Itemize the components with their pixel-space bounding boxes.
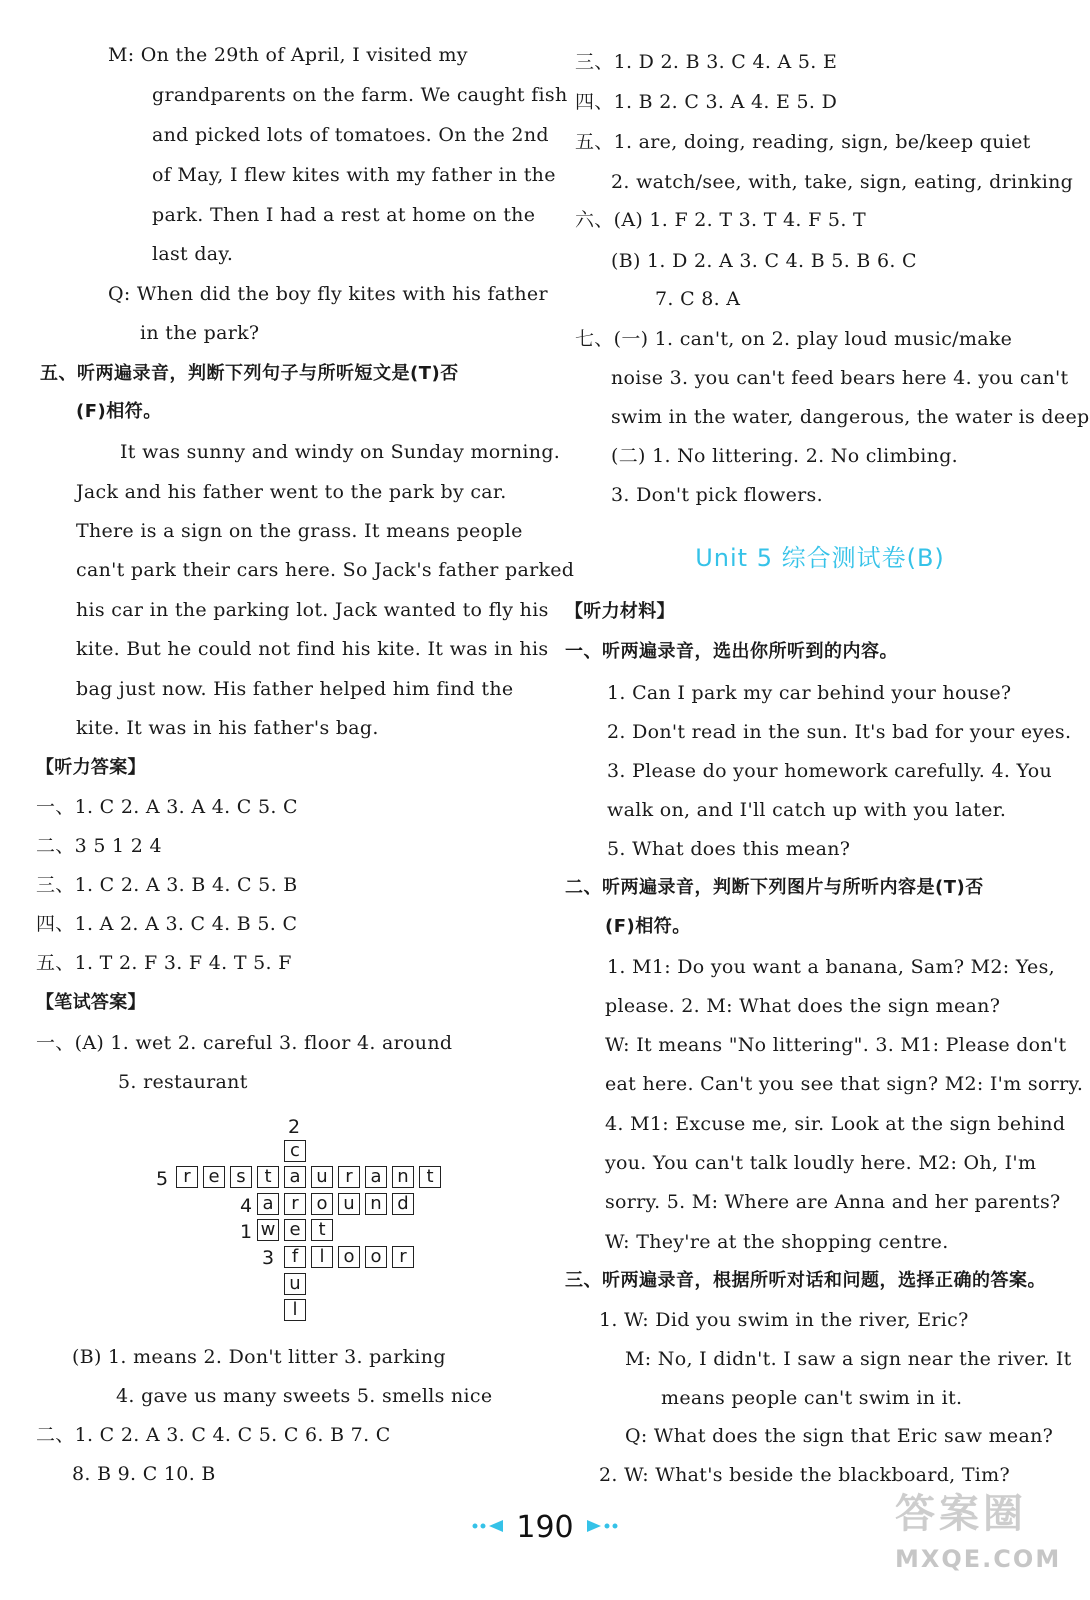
- answer-line: swim in the water, dangerous, the water is deep: [611, 406, 1090, 428]
- crossword-cell: r: [338, 1166, 360, 1188]
- answer-line: 七、(一) 1. can't, on 2. play loud music/make: [575, 328, 1013, 350]
- crossword-cell: t: [419, 1166, 441, 1188]
- text-line: eat here. Can't you see that sign? M2: I'm sorry.: [605, 1073, 1084, 1095]
- left-arrow-icon: [471, 1518, 505, 1537]
- crossword-cell: n: [365, 1193, 387, 1215]
- answer-line: 四、1. A 2. A 3. C 4. B 5. C: [36, 913, 298, 935]
- crossword-cell: s: [230, 1166, 252, 1188]
- text-line: Jack and his father went to the park by car.: [76, 481, 507, 503]
- crossword-cell: r: [176, 1166, 198, 1188]
- answer-line: (B) 1. means 2. Don't litter 3. parking: [72, 1346, 446, 1368]
- answer-line: 5. restaurant: [118, 1071, 248, 1093]
- text-line: sorry. 5. M: Where are Anna and her parents?: [605, 1191, 1061, 1213]
- answer-line: 四、1. B 2. C 3. A 4. E 5. D: [575, 91, 838, 113]
- text-line: Q: When did the boy fly kites with his father: [108, 283, 548, 305]
- answer-line: 2. watch/see, with, take, sign, eating, drinking: [611, 171, 1074, 193]
- answer-line: 7. C 8. A: [655, 288, 741, 310]
- unit-title: Unit 5 综合测试卷(B): [695, 544, 945, 572]
- text-line: 1. Can I park my car behind your house?: [607, 682, 1012, 704]
- section-heading: 【笔试答案】: [36, 992, 146, 1013]
- crossword-cell: d: [392, 1193, 414, 1215]
- text-line: park. Then I had a rest at home on the: [152, 204, 536, 226]
- answer-line: 五、1. are, doing, reading, sign, be/keep quiet: [575, 131, 1031, 153]
- text-line: 4. M1: Excuse me, sir. Look at the sign behind: [605, 1113, 1066, 1135]
- crossword-cell: l: [284, 1299, 306, 1321]
- text-line: 5. What does this mean?: [607, 838, 851, 860]
- text-line: of May, I flew kites with my father in the: [152, 164, 556, 186]
- text-line: can't park their cars here. So Jack's father parked: [76, 559, 575, 581]
- crossword-cell: f: [284, 1246, 306, 1268]
- text-line: means people can't swim in it.: [661, 1387, 963, 1409]
- right-arrow-icon: [585, 1518, 619, 1537]
- text-line: It was sunny and windy on Sunday morning.: [120, 441, 561, 463]
- text-line: 2. Don't read in the sun. It's bad for your eyes.: [607, 721, 1072, 743]
- crossword-cell: t: [257, 1166, 279, 1188]
- section-heading: 【听力材料】: [565, 601, 675, 622]
- crossword-cell: u: [338, 1193, 360, 1215]
- answer-line: 8. B 9. C 10. B: [72, 1463, 216, 1485]
- answer-line: 三、1. D 2. B 3. C 4. A 5. E: [575, 51, 838, 73]
- answer-line: 3. Don't pick flowers.: [611, 484, 823, 506]
- clue-number: 3: [262, 1247, 275, 1269]
- text-line: in the park?: [140, 322, 260, 344]
- crossword-cell: c: [284, 1140, 306, 1162]
- section-heading: 一、听两遍录音，选出你所听到的内容。: [565, 641, 898, 662]
- crossword-cell: a: [284, 1166, 306, 1188]
- section-heading: 二、听两遍录音，判断下列图片与所听内容是(T)否: [565, 877, 984, 898]
- answer-line: 三、1. C 2. A 3. B 4. C 5. B: [36, 874, 298, 896]
- text-line: kite. It was in his father's bag.: [76, 717, 379, 739]
- crossword-cell: o: [311, 1193, 333, 1215]
- answer-line: noise 3. you can't feed bears here 4. you can't: [611, 367, 1069, 389]
- watermark: [895, 1482, 1085, 1592]
- page-number: 190: [516, 1510, 574, 1545]
- clue-number: 2: [288, 1116, 301, 1138]
- crossword-cell: e: [203, 1166, 225, 1188]
- watermark-chars: 答案圈: [895, 1491, 1027, 1537]
- crossword-cell: a: [365, 1166, 387, 1188]
- crossword-cell: r: [284, 1193, 306, 1215]
- text-line: W: They're at the shopping centre.: [605, 1231, 949, 1253]
- section-heading: 【听力答案】: [36, 757, 146, 778]
- section-heading: 三、听两遍录音，根据所听对话和问题，选择正确的答案。: [565, 1270, 1046, 1291]
- section-heading: 五、听两遍录音，判断下列句子与所听短文是(T)否: [40, 363, 459, 384]
- text-line: last day.: [152, 243, 234, 265]
- text-line: M: On the 29th of April, I visited my: [108, 44, 468, 66]
- answer-line: (二) 1. No littering. 2. No climbing.: [611, 445, 959, 467]
- text-line: W: It means "No littering". 3. M1: Please don't: [605, 1034, 1067, 1056]
- clue-number: 4: [240, 1195, 253, 1217]
- answer-line: (B) 1. D 2. A 3. C 4. B 5. B 6. C: [611, 250, 917, 272]
- watermark-text: MXQE.COM: [895, 1545, 1062, 1573]
- text-line: M: No, I didn't. I saw a sign near the river. It: [625, 1348, 1072, 1370]
- text-line: Q: What does the sign that Eric saw mean?: [625, 1425, 1054, 1447]
- text-line: and picked lots of tomatoes. On the 2nd: [152, 124, 549, 146]
- crossword-cell: t: [311, 1219, 333, 1241]
- answer-line: 五、1. T 2. F 3. F 4. T 5. F: [36, 952, 292, 974]
- crossword-cell: n: [392, 1166, 414, 1188]
- section-heading: (F)相符。: [605, 916, 691, 937]
- answer-line: 4. gave us many sweets 5. smells nice: [116, 1385, 493, 1407]
- text-line: grandparents on the farm. We caught fish: [152, 84, 568, 106]
- clue-number: 5: [156, 1168, 169, 1190]
- crossword-cell: r: [392, 1246, 414, 1268]
- crossword-cell: u: [311, 1166, 333, 1188]
- answer-line: 二、1. C 2. A 3. C 4. C 5. C 6. B 7. C: [36, 1424, 391, 1446]
- answer-line: 二、3 5 1 2 4: [36, 835, 162, 857]
- answer-line: 一、(A) 1. wet 2. careful 3. floor 4. around: [36, 1032, 453, 1054]
- text-line: walk on, and I'll catch up with you later.: [607, 799, 1007, 821]
- text-line: his car in the parking lot. Jack wanted to fly his: [76, 599, 549, 621]
- answer-line: 一、1. C 2. A 3. A 4. C 5. C: [36, 796, 298, 818]
- crossword-cell: a: [257, 1193, 279, 1215]
- text-line: please. 2. M: What does the sign mean?: [605, 995, 1001, 1017]
- crossword-cell: e: [284, 1219, 306, 1241]
- text-line: There is a sign on the grass. It means people: [76, 520, 523, 542]
- crossword-cell: l: [311, 1246, 333, 1268]
- clue-number: 1: [240, 1221, 253, 1243]
- crossword-cell: o: [338, 1246, 360, 1268]
- crossword-cell: o: [365, 1246, 387, 1268]
- text-line: you. You can't talk loudly here. M2: Oh, I'm: [605, 1152, 1037, 1174]
- text-line: kite. But he could not find his kite. It was in his: [76, 638, 549, 660]
- section-heading: (F)相符。: [76, 401, 162, 422]
- text-line: 1. M1: Do you want a banana, Sam? M2: Yes,: [607, 956, 1055, 978]
- text-line: 2. W: What's beside the blackboard, Tim?: [599, 1464, 1010, 1486]
- answer-line: 六、(A) 1. F 2. T 3. T 4. F 5. T: [575, 209, 866, 231]
- text-line: bag just now. His father helped him find the: [76, 678, 514, 700]
- crossword-cell: w: [257, 1219, 279, 1241]
- text-line: 1. W: Did you swim in the river, Eric?: [599, 1309, 969, 1331]
- crossword-cell: u: [284, 1273, 306, 1295]
- text-line: 3. Please do your homework carefully. 4. You: [607, 760, 1053, 782]
